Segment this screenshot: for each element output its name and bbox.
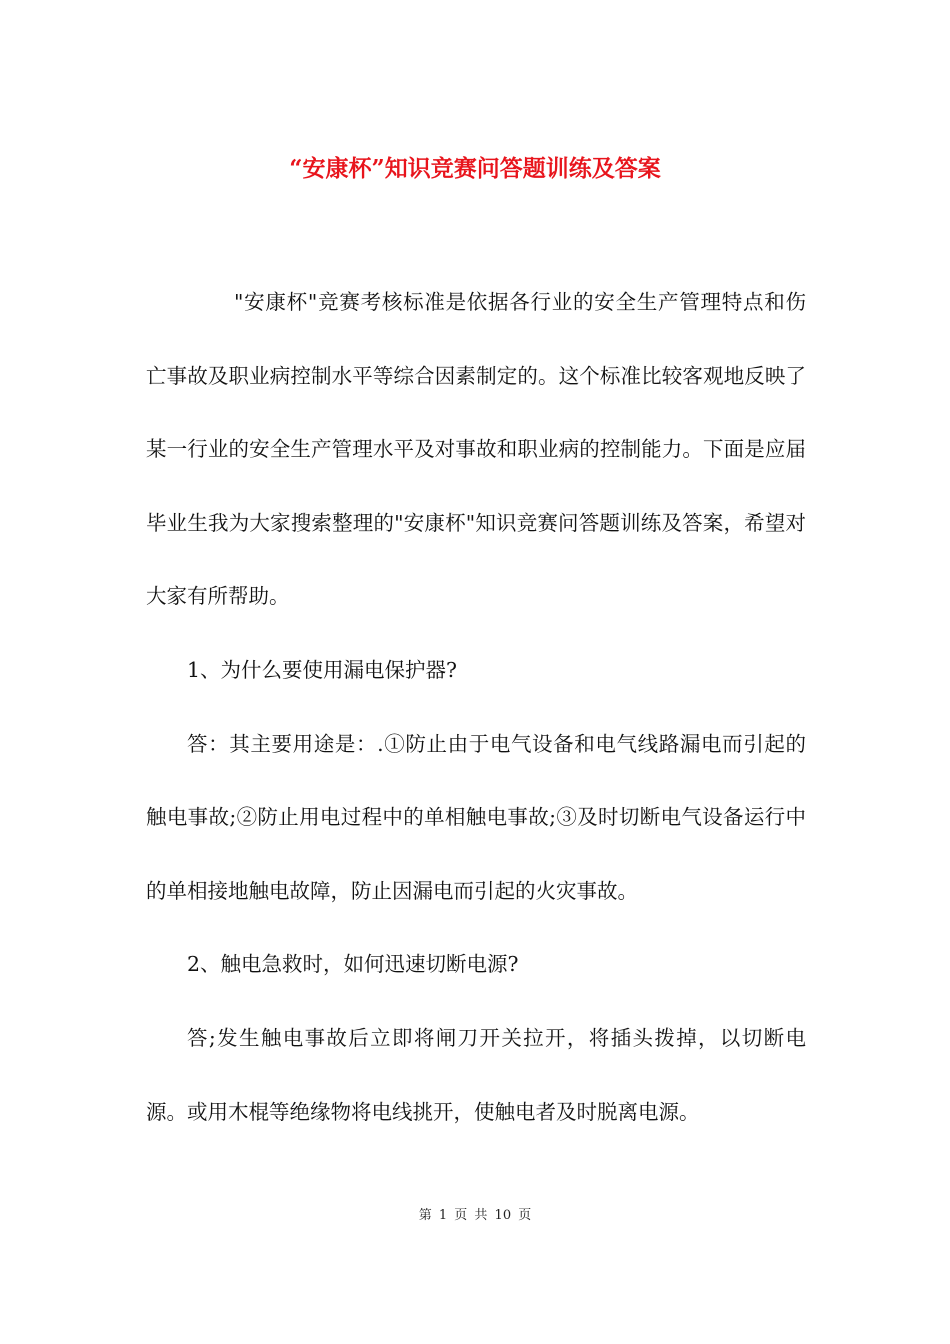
answer-2: 答;发生触电事故后立即将闸刀开关拉开，将插头拨掉，以切断电源。或用木棍等绝缘物将电线挑开，使触电者及时脱离电源。 [146, 1025, 806, 1124]
document-body [146, 266, 806, 1149]
answer-1: 答：其主要用途是：.①防止由于电气设备和电气线路漏电而引起的触电事故;②防止用电过程中的单相触电事故;③及时切断电气设备运行中的单相接地触电故障，防止因漏电而引起的火灾事故。 [146, 731, 806, 903]
document-title: “安康杯”知识竞赛问答题训练及答案 [289, 155, 661, 183]
question-1: 1、为什么要使用漏电保护器? [187, 657, 458, 682]
question-2: 2、触电急救时，如何迅速切断电源? [187, 952, 519, 977]
intro-paragraph: "安康杯"竞赛考核标准是依据各行业的安全生产管理特点和伤亡事故及职业病控制水平等综合因素制定的。这个标准比较客观地反映了某一行业的安全生产管理水平及对事故和职业病的控制能力。下面是应届毕业生我为大家搜索整理的"安康杯"知识竞赛问答题训练及答案，希望对大家有所帮助。 [146, 290, 806, 609]
page-number-footer: 第 1 页 共 10 页 [418, 1208, 532, 1223]
